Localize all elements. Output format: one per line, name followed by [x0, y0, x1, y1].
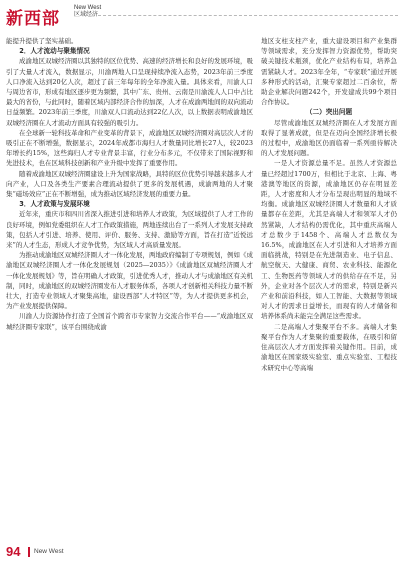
- subsection-heading: （二）突出问题: [305, 108, 353, 117]
- paragraph: 一是人才资源总量不足。虽然人才资源总量已经超过1700万，但相比于北京、上海、粤港澳等地区的资源，成渝地区仍存在明显差距，人才密度和人才分布呈现出明显的地域不均衡。成渝地区双城经济圈人才数量和人才质量都存在差距，尤其是高端人才和领军人才仍然紧缺，人才结构仍需优化，其中重庆高端人才总数少于1458个、高端人才总数仅为16.5%，成渝地区在人才引进和人才培养方面面临挑战，特别是在先进制造业、电子信息、航空航天、大健康、商贸、农业科技、能源化工、生物医药等领域人才的供给存在不足，另外，企业对各个层次人才的需求，特别是新兴产业和前沿科技，如人工智能、大数据等领域对人才的需求日益增长，而现有的人才储备和培养体系尚未能完全满足这些需求。: [261, 159, 397, 321]
- paragraph: 川渝人力资源协作打造了全国首个跨省市专家智力交流合作平台——“成渝地区双城经济圈专家联”，该平台围绕成渝: [6, 312, 253, 331]
- page-footer: [6, 544, 206, 560]
- section-heading: 2．人才流动与聚集情况: [19, 47, 90, 56]
- magazine-logo-subtitle: New West 区域经济: [74, 5, 102, 18]
- paragraph: 为推动成渝地区双城经济圈人才一体化发展，两地政府编制了专项规划，例如《成渝地区双城经济圈人才一体化发展规划（2025—2035）》《成渝地区双城经济圈人才一体化发展规划》等，旨在明确人才政策，引进优秀人才，推动人才与成渝地区有关机制，同时，成渝地区的双城经济圈发布人才服务体系，各项人才创新相关科技力量不断壮大，打造专业领域人才聚集高地，建设西部“人才特区”等，为人才提供更多机会，为产业发展提供保障。: [6, 251, 253, 311]
- paragraph: 尽管成渝地区双城经济圈在人才发展方面取得了显著成就，但是在迈向全国经济增长极的过程中，成渝地区仍面临着一系列亟待解决的人才发展问题。: [261, 118, 397, 158]
- paragraph: 成渝地区双城经济圈以其独特的区位优势、高速的经济增长和良好的发展环境，吸引了大量人才流入，数据显示，川渝两地人口呈现持续净流入态势，2023年前三季度人口净流入达到20亿人次，超过了前三年每年的全年净流入量。具体来看，川渝人口与周边省市，形成有地区逐步更为频繁，其中广东、贵州、云南是川渝流人人口中占比最大的省份，与此同时，随着区域内部经济合作的加深，人才在成渝两地间的双向流动日益频繁。2023年前三季度，川渝双人口流动达到22亿人次，以上数据表明成渝地区双城经济圈在人才流动方面具有较强的吸引力。: [6, 57, 253, 127]
- paragraph: 地区支柱支柱产业，重大建设项目和产业集群等领域需求，充分发挥智力资源优势，帮助突破关键技术瓶颈，优化产业结构布局，培养急需紧缺人才。2023年全年，“专家联”通过开展多种形式的活动，汇聚专家超过二百余位，帮助企业解决问题242个，开发建成共99个项目合作协议。: [261, 37, 397, 107]
- footer-divider: [28, 547, 30, 557]
- page-number: 94: [6, 544, 21, 559]
- paragraph: 二是高端人才集聚平台不多。高端人才集聚平台作为人才集聚的重要载体，在吸引和留住高层次人才方面发挥着关键作用。目前，成渝地区在国家级实验室、重点实验室、工程技术研究中心等高端: [261, 322, 397, 372]
- header-divider: [98, 15, 398, 16]
- paragraph: 随着成渝地区双城经济圈建设上升为国家战略，具特的区位优势引导越来越多人才向产业，人口及各类生产要素合理流动提供了更多的发展机遇，成渝两地的人才聚集“磁场效应”正在不断增强，成为推动区域经济发展的重要力量。: [6, 169, 253, 199]
- paragraph: 近年来，重庆市和四川省深入推进引进和培养人才政策，为区域提供了人才工作的良好环境，例如党委组织在人才工作政策措施，两地连续出台了一系列人才发展支持政策，包括人才引进、培养、使用、评价、服务、支持、激励等方面，旨在打造“近悦远来”的人才生态，形成人才竞争优势，为区域人才高质量发展。: [6, 210, 253, 250]
- article-right-column: [261, 36, 397, 373]
- footer-magazine-name: New West: [34, 548, 64, 555]
- magazine-logo: 新西部: [6, 9, 60, 29]
- paragraph: 能提升提供了坚实基础。: [6, 37, 78, 45]
- paragraph: 在全球新一轮科技革命和产业变革的背景下，成渝地区双城经济圈对高层次人才的吸引正在不断增强，数据显示，2024年成都市海归人才数量同比增长27人，较2023年增长约15%，这些海归人才专业背景丰富，行业分布多元，不仅带来了国际视野和先进技术，也在区域科技创新和产业升级中发挥了重要作用。: [6, 128, 253, 168]
- page-header: [0, 0, 402, 30]
- article-left-column: [6, 36, 253, 332]
- section-heading: 3．人才政策与发展环境: [19, 200, 90, 209]
